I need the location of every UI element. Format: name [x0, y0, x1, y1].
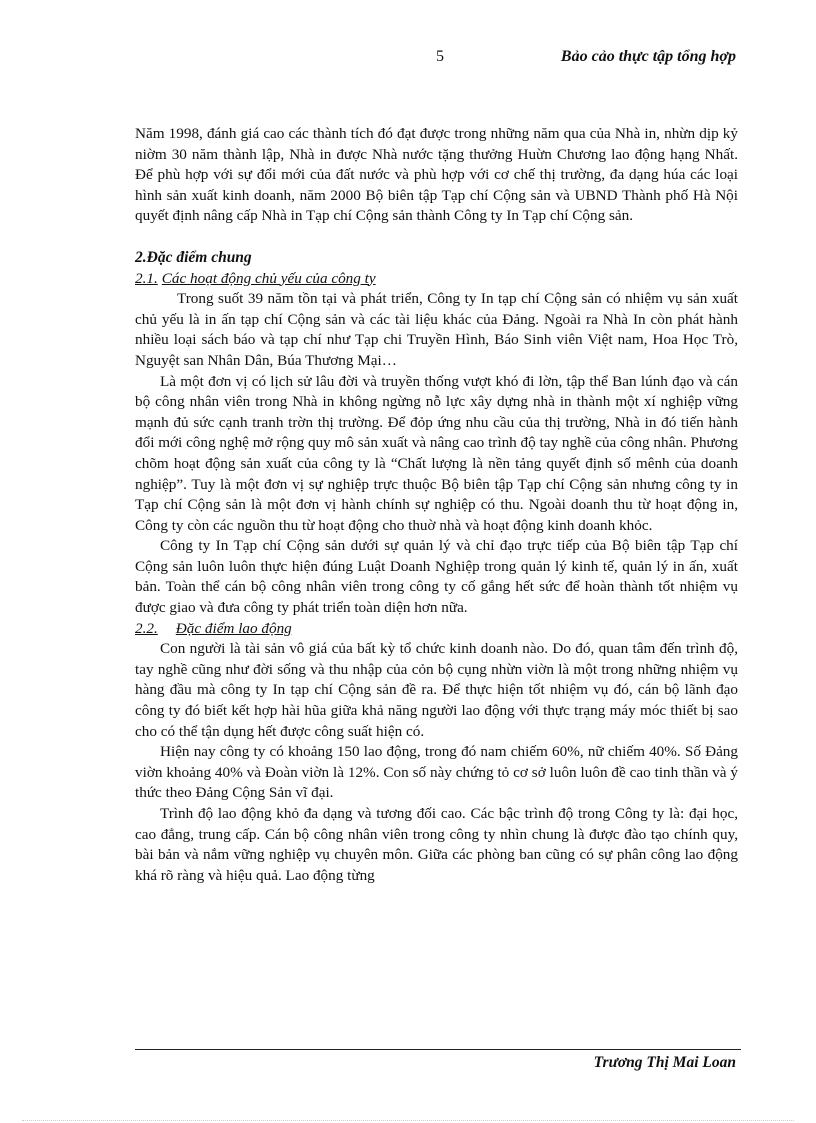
page-edge [22, 1120, 794, 1121]
subsection-number: 2.1. [135, 269, 158, 287]
paragraph: Trình độ lao động khỏ đa dạng và tương đối cao. Các bậc trình độ trong Công ty là: đại học, cao đẳng, trung cấp. Cán bộ công nhân viên trong công ty nhìn chung là được đào tạo chính quy, bài bản và nắm vững nghiệp vụ chuyên môn. Giữa các phòng ban cũng có sự phân công lao động khá rõ ràng và hiệu quả. Lao động từng [135, 805, 738, 884]
paragraph: Công ty In Tạp chí Cộng sản dưới sự quản lý và chỉ đạo trực tiếp của Bộ biên tập Tạp chí Cộng sản luôn luôn thực hiện đúng Luật Doanh Nghiệp trong quản lý kinh tế, quản lý in ấn, xuất bản. Toàn thể cán bộ công nhân viên trong công ty cố gắng hết sức để hoàn thành tốt nhiệm vụ được giao và đưa công ty phát triển toàn diện hơn nữa. [135, 537, 738, 617]
section-heading: 2.Đặc điểm chung [135, 248, 252, 266]
paragraph: Là một đơn vị có lịch sử lâu đời và truyền thống vượt khó đi lờn, tập thể Ban lúnh đạo và cán bộ công nhân viên trong Nhà in không ngừng nỗ lực xây dựng nhà in thành một xí nghiệp vững mạnh đủ sức cạnh tranh trờn thị trường. Để đỏp ứng nhu cầu của thị trường, Nhà in đó tiến hành đổi mới công nghệ mở rộng quy mô sản xuất và nâng cao trình độ tay nghề của công nhân. Phương chõm hoạt động sản xuất của công ty là “Chất lượng là nền tảng quyết định số mênh của doanh nghiệp”. Tuy là một đơn vị sự nghiệp trực thuộc Bộ biên tập Tạp chí Cộng sản nhưng công ty in Tạp chí Cộng sản là một đơn vị hành chính sự nghiệp có thu. Ngoài doanh thu từ hoạt động in, Công ty còn các nguồn thu từ hoạt động cho thuờ nhà và hoạt động kinh doanh khỏc. [135, 372, 739, 534]
intro-paragraph: Năm 1998, đánh giá cao các thành tích đó đạt được trong những năm qua của Nhà in, nhừn dịp kỷ niờm 30 năm thành lập, Nhà in được Nhà nước tặng thưởng Huừn Chương lao động hạng Nhất. Để phù hợp với sự đổi mới của đất nước và phù hợp với cơ chế thị trường, đa dạng húa các loại hình sản xuất kinh doanh, năm 2000 Bộ biên tập Tạp chí Cộng sản và UBND Thành phố Hà Nội quyết định nâng cấp Nhà in Tạp chí Cộng sản thành Công ty In Tạp chí Cộng sản. [135, 125, 738, 225]
subsection-title: Đặc điểm lao động [175, 619, 292, 637]
subsection-title: Các hoạt động chủ yếu của công ty [161, 269, 376, 287]
paragraph: Trong suốt 39 năm tồn tại và phát triển, Công ty In tạp chí Cộng sản có nhiệm vụ sản xuất chủ yếu là in ấn tạp chí Cộng sản và các tài liệu khác của Đảng. Ngoài ra Nhà In còn phát hành nhiều loại sách báo và tạp chí như Tạp chi Truyền Hình, Báo Sinh viên Việt nam, Hoa Học Trò, Nguyệt san Nhân Dân, Búa Thương Mại… [135, 290, 738, 369]
subsection-number: 2.2. [135, 619, 158, 637]
document-body [135, 124, 738, 886]
subsection-heading-2-2 [135, 619, 738, 640]
subsection-heading-2-1 [135, 269, 738, 290]
paragraph: Hiện nay công ty có khoảng 150 lao động, trong đó nam chiếm 60%, nữ chiếm 40%. Số Đảng viờn khoảng 40% và Đoàn viờn là 12%. Con số này chứng tỏ cơ sở luôn luôn đề cao tinh thần và ý thức theo Đảng Cộng Sản vĩ đại. [135, 743, 738, 802]
footer-divider [135, 1049, 741, 1050]
running-header-title: Bảo cảo thực tập tổng hợp [560, 48, 736, 65]
paragraph: Con người là tài sản vô giá của bất kỳ tổ chức kinh doanh nào. Do đó, quan tâm đến trình độ, tay nghề cũng như đời sống và thu nhập của cỏn bộ cụng nhừn viờn là một trong những nhiệm vụ hàng đầu mà công ty In tạp chí Cộng sản đề ra. Để thực hiện tốt nhiệm vụ đó, cán bộ lãnh đạo công ty đó biết kết hợp hài hũa giữa khả năng người lao động với thực trạng máy móc thiết bị sao cho có thể tận dụng hết được công suất hiện có. [135, 640, 738, 740]
footer-author: Trương Thị Mai Loan [593, 1054, 736, 1071]
page-number: 5 [436, 48, 444, 65]
